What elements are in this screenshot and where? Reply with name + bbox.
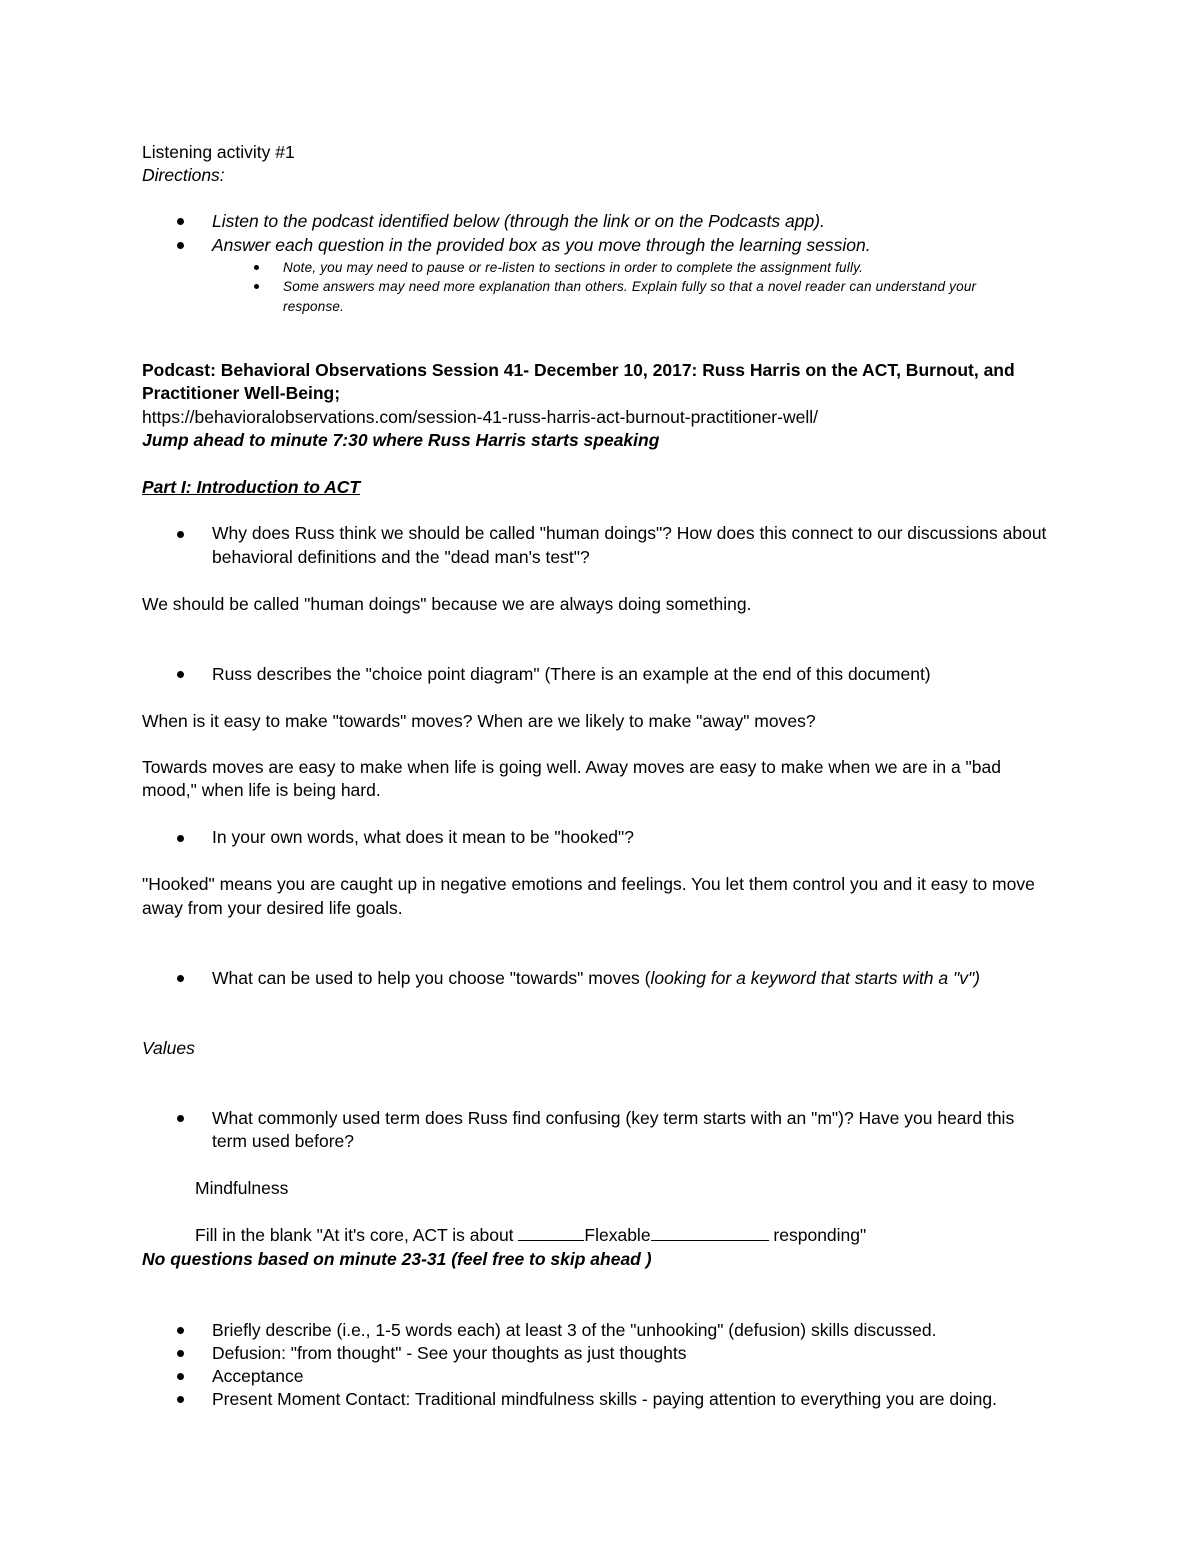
bullet-icon [177, 671, 184, 678]
bullet-icon [177, 1115, 184, 1122]
question-4-hint: looking for a keyword that starts with a "v") [650, 968, 981, 988]
answer-6-item: Defusion: "from thought" - See your thoughts as just thoughts [212, 1343, 687, 1363]
podcast-link[interactable]: https://behavioralobservations.com/session-41-russ-harris-act-burnout-practitioner-well/ [142, 407, 818, 427]
directions-label: Directions: [142, 165, 225, 185]
podcast-title: Podcast: Behavioral Observations Session 41- December 10, 2017: Russ Harris on the ACT, Burnout, and [142, 360, 1015, 380]
blank-line [518, 1225, 584, 1241]
bullet-icon [177, 242, 184, 249]
direction-note-2: Some answers may need more explanation than others. Explain fully so that a novel reader can understand your [283, 279, 977, 294]
answer-3-cont: away from your desired life goals. [142, 898, 403, 918]
bullet-icon [177, 1327, 184, 1334]
question-4 [212, 967, 980, 990]
bullet-icon [254, 265, 259, 270]
answer-4: Values [142, 1038, 195, 1058]
question-3: In your own words, what does it mean to be "hooked"? [212, 827, 634, 847]
skip-note: No questions based on minute 23-31 (feel free to skip ahead ) [142, 1249, 652, 1269]
podcast-title-cont: Practitioner Well-Being; [142, 383, 341, 403]
fill-in-answer: Flexable [584, 1225, 651, 1245]
bullet-icon [177, 531, 184, 538]
answer-1: We should be called "human doings" because we are always doing something. [142, 594, 752, 614]
question-6: Briefly describe (i.e., 1-5 words each) at least 3 of the "unhooking" (defusion) skills discussed. [212, 1320, 937, 1340]
answer-6-item: Present Moment Contact: Traditional mindfulness skills - paying attention to everything you are doing. [212, 1389, 997, 1409]
fill-in-blank [195, 1224, 866, 1247]
bullet-icon [177, 1350, 184, 1357]
blank-line [651, 1225, 769, 1241]
bullet-icon [177, 835, 184, 842]
question-2-sub: When is it easy to make "towards" moves? When are we likely to make "away" moves? [142, 711, 816, 731]
question-4-text: What can be used to help you choose "towards" moves ( [212, 968, 651, 988]
answer-5: Mindfulness [195, 1178, 289, 1198]
document-title: Listening activity #1 [142, 142, 295, 162]
bullet-icon [177, 218, 184, 225]
direction-note-2-cont: response. [283, 299, 345, 314]
question-2: Russ describes the "choice point diagram" (There is an example at the end of this document) [212, 664, 931, 684]
bullet-icon [254, 284, 259, 289]
direction-note-1: Note, you may need to pause or re-listen to sections in order to complete the assignment fully. [283, 260, 864, 275]
direction-item-2: Answer each question in the provided box as you move through the learning session. [212, 235, 871, 255]
question-1: Why does Russ think we should be called "human doings"? How does this connect to our discussions about [212, 523, 1047, 543]
answer-6-item: Acceptance [212, 1366, 304, 1386]
bullet-icon [177, 1373, 184, 1380]
direction-item-1: Listen to the podcast identified below (through the link or on the Podcasts app). [212, 211, 825, 231]
question-1-cont: behavioral definitions and the "dead man's test"? [212, 547, 590, 567]
part1-heading: Part I: Introduction to ACT [142, 477, 361, 497]
answer-3: "Hooked" means you are caught up in negative emotions and feelings. You let them control you and it easy to move [142, 874, 1035, 894]
fill-in-suffix: responding" [768, 1225, 867, 1245]
answer-2-cont: mood," when life is being hard. [142, 780, 381, 800]
question-5: What commonly used term does Russ find confusing (key term starts with an "m")? Have you heard this [212, 1108, 1015, 1128]
bullet-icon [177, 1396, 184, 1403]
fill-in-prefix: Fill in the blank "At it's core, ACT is about [195, 1225, 519, 1245]
bullet-icon [177, 975, 184, 982]
question-5-cont: term used before? [212, 1131, 355, 1151]
answer-2: Towards moves are easy to make when life is going well. Away moves are easy to make when we are in a "bad [142, 757, 1001, 777]
jump-note: Jump ahead to minute 7:30 where Russ Harris starts speaking [142, 430, 660, 450]
